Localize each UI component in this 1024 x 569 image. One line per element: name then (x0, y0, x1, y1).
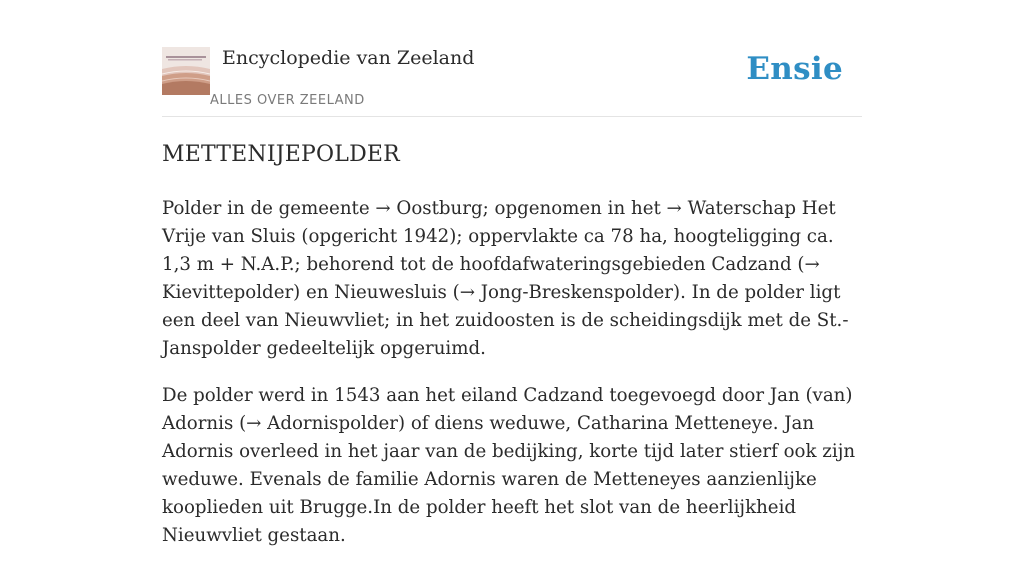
article-paragraph-2: De polder werd in 1543 aan het eiland Cadzand toegevoegd door Jan (van) Adornis (→ Adornispolder) of diens weduwe, Catharina Metteneye. Jan Adornis overleed in het jaar van de bedijking, korte tijd later stierf ook zijn weduwe. Evenals de familie Adornis waren de Metteneyes aanzienlijke kooplieden uit Brugge.In de polder heeft het slot van de heerlijkheid Nieuwvliet gestaan. (162, 385, 856, 546)
site-header (162, 46, 862, 117)
brand-logo[interactable]: Ensie (746, 51, 843, 87)
book-pages-icon (162, 47, 210, 95)
site-subtitle: ALLES OVER ZEELAND (210, 93, 365, 108)
site-avatar[interactable] (162, 47, 210, 95)
article-title: METTENIJEPOLDER (162, 142, 400, 167)
article (162, 140, 867, 569)
site-title[interactable]: Encyclopedie van Zeeland (222, 47, 475, 69)
article-paragraph-1: Polder in de gemeente → Oostburg; opgenomen in het → Waterschap Het Vrije van Sluis (opgericht 1942); oppervlakte ca 78 ha, hoogteligging ca. 1,3 m + N.A.P.; behorend tot de hoofdafwateringsgebieden Cadzand (→ Kievittepolder) en Nieuwesluis (→ Jong-Breskenspolder). In de polder ligt een deel van Nieuwvliet; in het zuidoosten is de scheidingsdijk met de St.-Janspolder gedeeltelijk opgeruimd. (162, 198, 849, 359)
